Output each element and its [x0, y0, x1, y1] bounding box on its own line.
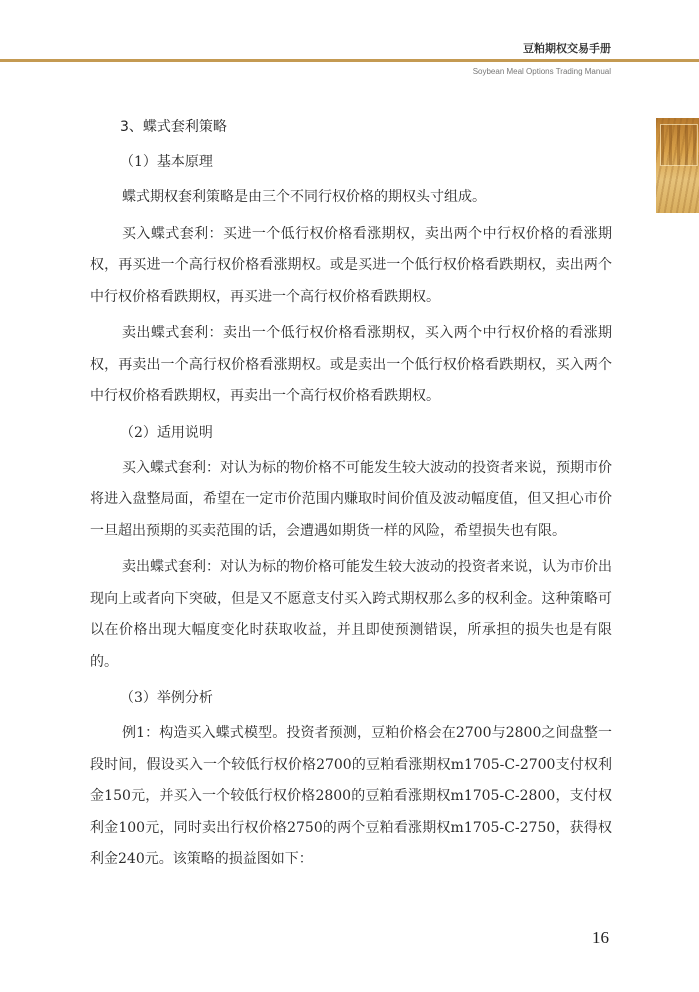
- paragraph-example-1: 例1：构造买入蝶式模型。投资者预测，豆粕价格会在2700与2800之间盘整一段时间，假设买入一个较低行权价格2700的豆粕看涨期权m1705-C-2700支付权利金150元，并买入一个较低行权价格2800的豆粕看涨期权m1705-C-2800，支付权利金100元，同时卖出行权价格2750的两个豆粕看涨期权m1705-C-2750，获得权利金240元。该策略的损益图如下：: [90, 725, 612, 867]
- subhead-usage: （2）适用说明: [120, 424, 213, 441]
- wheat-field-image: [656, 118, 699, 213]
- paragraph-sell-butterfly: 卖出蝶式套利：卖出一个低行权价格看涨期权，买入两个中行权价格的看涨期权，再卖出一个高行权价格看涨期权。或是卖出一个低行权价格看跌期权，买入两个中行权价格看跌期权，再卖出一个高行权价格看跌期权。: [90, 325, 612, 404]
- paragraph-buy-usage: 买入蝶式套利：对认为标的物价格不可能发生较大波动的投资者来说，预期市价将进入盘整局面，希望在一定市价范围内赚取时间价值及波动幅度值，但又担心市价一旦超出预期的买卖范围的话，会遭遇如期货一样的风险，希望损失也有限。: [90, 459, 612, 539]
- subhead-example: （3）举例分析: [120, 690, 213, 706]
- paragraph-sell-usage: 卖出蝶式套利：对认为标的物价格可能发生较大波动的投资者来说，认为市价出现向上或者向下突破，但是又不愿意支付买入跨式期权那么多的权利金。这种策略可以在价格出现大幅度变化时获取收益，并且即使预测错误，所承担的损失也是有限的。: [90, 559, 612, 670]
- page-content: [90, 112, 612, 881]
- section-title: 3、蝶式套利策略: [120, 119, 227, 135]
- wheat-field-image-frame: [660, 124, 698, 166]
- header-rule: [0, 59, 699, 62]
- page-number: 16: [592, 928, 609, 947]
- header-title: 豆粕期权交易手册: [523, 42, 611, 55]
- header-subtitle: Soybean Meal Options Trading Manual: [472, 67, 611, 76]
- subhead-principle: （1）基本原理: [120, 154, 213, 170]
- paragraph-definition: 蝶式期权套利策略是由三个不同行权价格的期权头寸组成。: [122, 189, 486, 205]
- paragraph-buy-butterfly: 买入蝶式套利：买进一个低行权价格看涨期权，卖出两个中行权价格的看涨期权，再买进一个高行权价格看涨期权。或是买进一个低行权价格看跌期权，卖出两个中行权价格看跌期权，再买进一个高行权价格看跌期权。: [90, 225, 612, 305]
